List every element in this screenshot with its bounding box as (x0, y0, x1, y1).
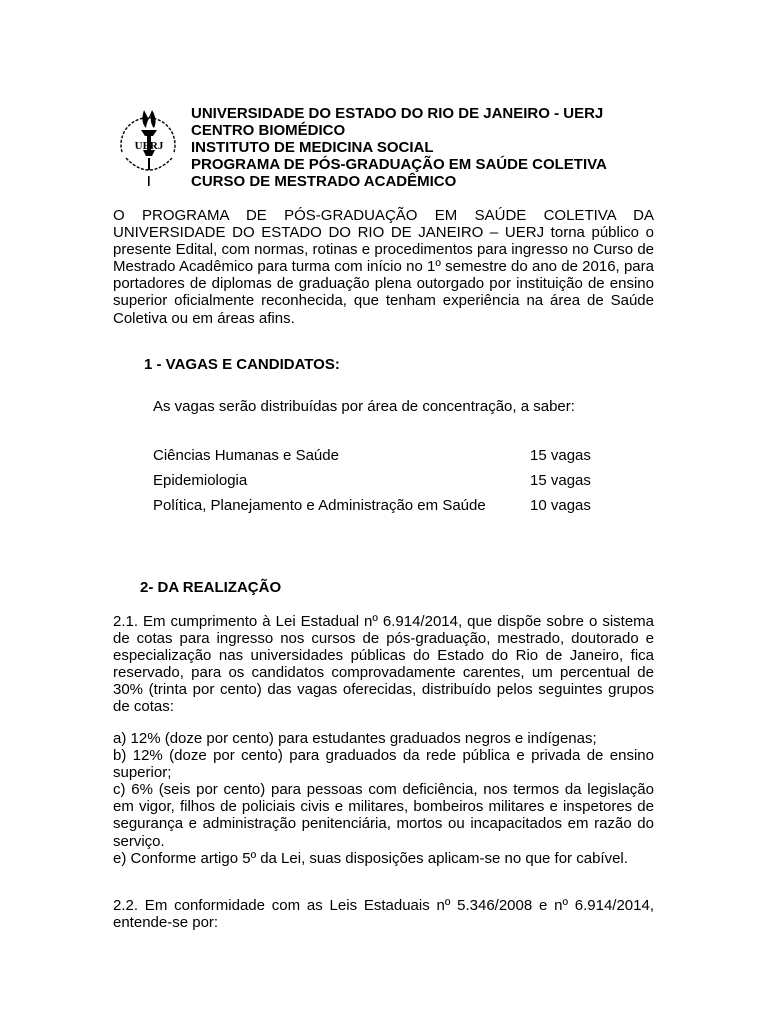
document-header (191, 105, 607, 190)
quota-item: e) Conforme artigo 5º da Lei, suas disposições aplicam-se no que for cabível. (113, 849, 628, 867)
intro-paragraph: O PROGRAMA DE PÓS-GRADUAÇÃO EM SAÚDE COLETIVA DA UNIVERSIDADE DO ESTADO DO RIO DE JANEIRO – UERJ torna público o presente Edital, com normas, rotinas e procedimentos para ingresso no Curso de Mestrado Acadêmico para turma com início no 1º semestre do ano de 2016, para portadores de diplomas de graduação plena outorgado por instituição de ensino superior oficialmente reconhecida, que tenham experiência na área de Saúde Coletiva ou em áreas afins. (113, 207, 654, 327)
header-institute: INSTITUTO DE MEDICINA SOCIAL (191, 139, 434, 156)
vagas-area: Ciências Humanas e Saúde (153, 447, 339, 464)
vagas-intro: As vagas serão distribuídas por área de concentração, a saber: (153, 398, 575, 415)
vagas-count: 15 vagas (530, 472, 591, 489)
vagas-count: 15 vagas (530, 447, 591, 464)
section2-title: 2- DA REALIZAÇÃO (140, 579, 282, 596)
vagas-area: Política, Planejamento e Administração em Saúde (153, 497, 486, 514)
quota-item: b) 12% (doze por cento) para graduados da rede pública e privada de ensino superior; (113, 747, 654, 782)
quota-item: c) 6% (seis por cento) para pessoas com deficiência, nos termos da legislação em vigor, filhos de policiais civis e militares, bombeiros militares e inspetores de segurança e administração penitenciária, mortos ou incapacitados em razão do serviço. (113, 781, 654, 850)
header-course: CURSO DE MESTRADO ACADÊMICO (191, 173, 457, 190)
header-program: PROGRAMA DE PÓS-GRADUAÇÃO EM SAÚDE COLETIVA (191, 156, 607, 173)
vagas-count: 10 vagas (530, 497, 591, 514)
vagas-area: Epidemiologia (153, 472, 248, 489)
uerj-logo (110, 102, 188, 188)
quota-list (113, 730, 654, 867)
header-university: UNIVERSIDADE DO ESTADO DO RIO DE JANEIRO - UERJ (191, 105, 604, 122)
section1-title: 1 - VAGAS E CANDIDATOS: (144, 356, 340, 373)
header-center: CENTRO BIOMÉDICO (191, 122, 346, 139)
logo-text: UERJ (134, 140, 164, 152)
quota-item: a) 12% (doze por cento) para estudantes graduados negros e indígenas; (113, 730, 597, 747)
paragraph-2-2: 2.2. Em conformidade com as Leis Estaduais nº 5.346/2008 e nº 6.914/2014, entende-se por: (113, 897, 654, 932)
paragraph-2-1: 2.1. Em cumprimento à Lei Estadual nº 6.914/2014, que dispõe sobre o sistema de cotas para ingresso nos cursos de pós-graduação, mestrado, doutorado e especialização nas universidades públicas do Estado do Rio de Janeiro, fica reservado, para os candidatos comprovadamente carentes, um percentual de 30% (trinta por cento) das vagas oferecidas, distribuído pelos seguintes grupos de cotas: (113, 613, 654, 716)
